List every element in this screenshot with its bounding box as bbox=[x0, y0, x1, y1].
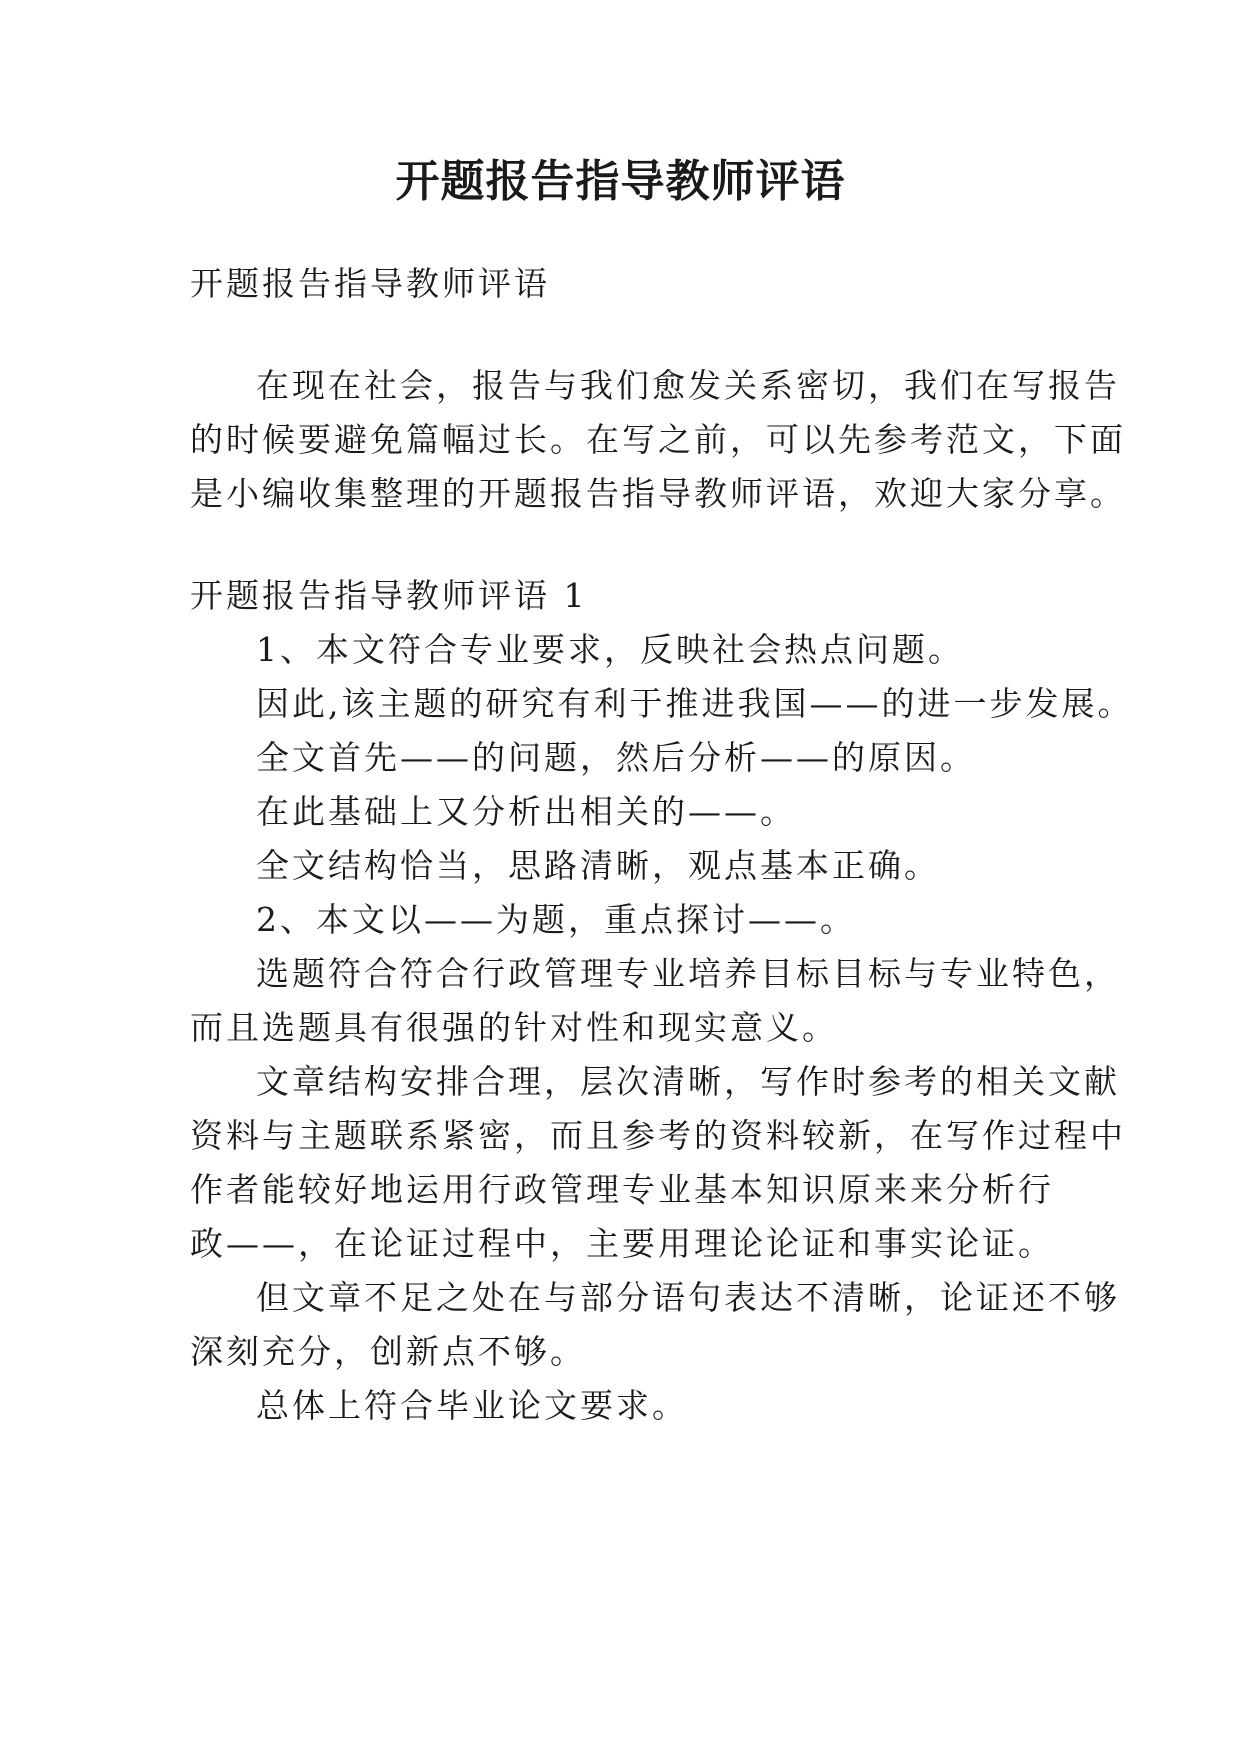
document-title: 开题报告指导教师评语 bbox=[395, 156, 846, 207]
body-line: 资料与主题联系紧密，而且参考的资料较新，在写作过程中 bbox=[190, 1116, 1126, 1155]
body-line: 作者能较好地运用行政管理专业基本知识原来来分析行 bbox=[190, 1170, 1054, 1209]
body-line: 政——，在论证过程中，主要用理论论证和事实论证。 bbox=[190, 1224, 1054, 1263]
body-line: 全文结构恰当，思路清晰，观点基本正确。 bbox=[256, 846, 940, 885]
body-line: 在此基础上又分析出相关的——。 bbox=[256, 792, 796, 831]
document-subtitle: 开题报告指导教师评语 bbox=[190, 264, 550, 303]
body-line: 而且选题具有很强的针对性和现实意义。 bbox=[190, 1008, 838, 1047]
body-line: 因此,该主题的研究有利于推进我国——的进一步发展。 bbox=[256, 684, 1134, 723]
body-line: 深刻充分，创新点不够。 bbox=[190, 1332, 586, 1371]
intro-line: 在现在社会，报告与我们愈发关系密切，我们在写报告 bbox=[256, 366, 1120, 405]
body-line: 2、本文以——为题，重点探讨——。 bbox=[256, 900, 856, 939]
body-line: 1、本文符合专业要求，反映社会热点问题。 bbox=[256, 630, 964, 669]
intro-line: 是小编收集整理的开题报告指导教师评语，欢迎大家分享。 bbox=[190, 474, 1126, 513]
section-heading: 开题报告指导教师评语 1 bbox=[190, 576, 588, 615]
body-line: 文章结构安排合理，层次清晰，写作时参考的相关文献 bbox=[256, 1062, 1120, 1101]
body-line: 总体上符合毕业论文要求。 bbox=[256, 1386, 688, 1425]
body-line: 但文章不足之处在与部分语句表达不清晰，论证还不够 bbox=[256, 1278, 1120, 1317]
body-line: 选题符合符合行政管理专业培养目标目标与专业特色， bbox=[256, 954, 1120, 993]
intro-line: 的时候要避免篇幅过长。在写之前，可以先参考范文，下面 bbox=[190, 420, 1126, 459]
body-line: 全文首先——的问题，然后分析——的原因。 bbox=[256, 738, 976, 777]
